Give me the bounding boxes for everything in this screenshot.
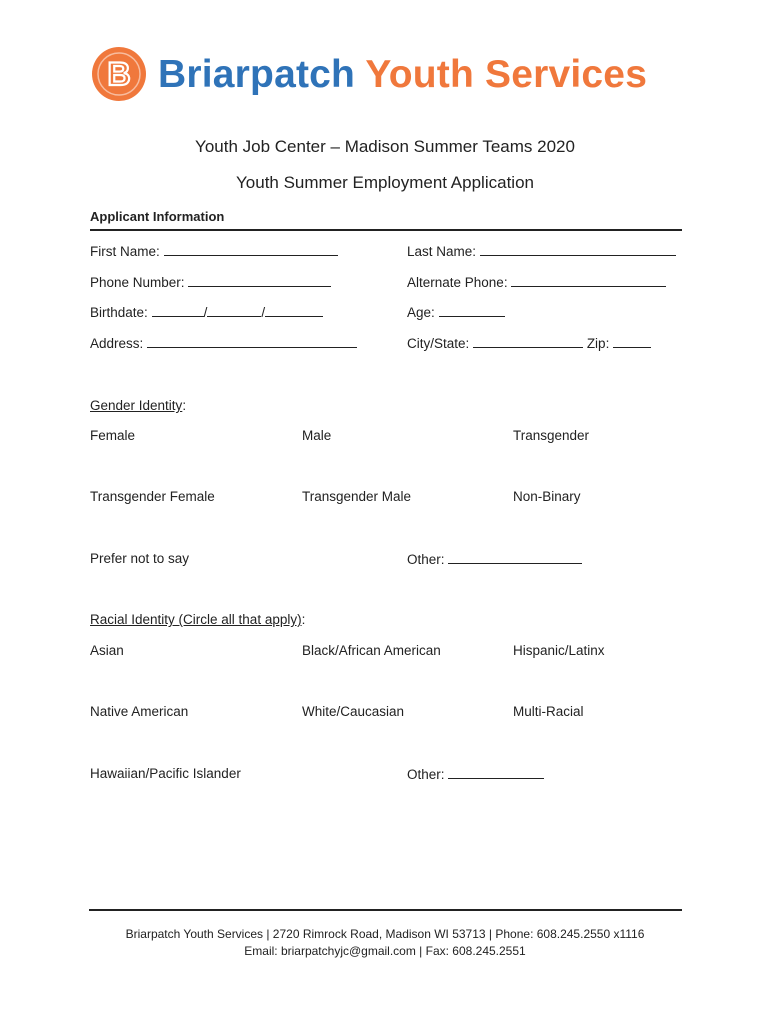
footer-address: Briarpatch Youth Services | 2720 Rimrock Road, Madison WI 53713 | Phone: 608.245.2550 x1116 bbox=[125, 927, 645, 941]
birth-sep-2: / bbox=[261, 305, 266, 320]
birth-year-blank[interactable] bbox=[265, 303, 323, 317]
gender-other-field bbox=[407, 550, 582, 569]
phone-blank[interactable] bbox=[188, 273, 331, 287]
phone-label: Phone Number: bbox=[90, 275, 185, 290]
race-option-hispanic[interactable]: Hispanic/Latinx bbox=[513, 643, 605, 658]
footer-contact: Email: briarpatchyjc@gmail.com | Fax: 608.245.2551 bbox=[244, 944, 526, 958]
address-field bbox=[90, 334, 357, 353]
race-option-asian[interactable]: Asian bbox=[90, 643, 124, 658]
section-divider bbox=[90, 229, 682, 231]
race-option-multi-racial[interactable]: Multi-Racial bbox=[513, 704, 584, 719]
section-applicant-label: Applicant Information bbox=[90, 209, 225, 224]
svg-text:B: B bbox=[107, 56, 131, 92]
age-field bbox=[407, 303, 505, 322]
first-name-label: First Name: bbox=[90, 244, 160, 259]
brand-part1: Briarpatch bbox=[158, 53, 356, 96]
brand-part2: Youth Services bbox=[365, 53, 648, 96]
race-heading-colon: : bbox=[301, 612, 306, 627]
address-blank[interactable] bbox=[147, 334, 357, 348]
alt-phone-label: Alternate Phone: bbox=[407, 275, 508, 290]
last-name-label: Last Name: bbox=[407, 244, 477, 259]
last-name-blank[interactable] bbox=[480, 242, 676, 256]
birth-sep-1: / bbox=[203, 305, 208, 320]
gender-option-female[interactable]: Female bbox=[90, 428, 136, 443]
city-state-field bbox=[407, 334, 651, 353]
gender-option-non-binary[interactable]: Non-Binary bbox=[513, 489, 581, 504]
zip-label: Zip: bbox=[586, 336, 610, 351]
race-option-hawaiian[interactable]: Hawaiian/Pacific Islander bbox=[90, 766, 241, 781]
birthdate-field bbox=[90, 303, 323, 322]
race-option-native-american[interactable]: Native American bbox=[90, 704, 189, 719]
age-label: Age: bbox=[407, 305, 435, 320]
first-name-field bbox=[90, 242, 338, 261]
city-state-blank[interactable] bbox=[473, 334, 583, 348]
form-title: Youth Job Center – Madison Summer Teams 2020 bbox=[195, 137, 575, 156]
city-state-label: City/State: bbox=[407, 336, 470, 351]
gender-heading bbox=[90, 397, 186, 415]
phone-field bbox=[90, 273, 331, 292]
birth-month-blank[interactable] bbox=[152, 303, 204, 317]
gender-heading-colon: : bbox=[182, 398, 187, 413]
logo-mark bbox=[92, 47, 146, 101]
gender-option-transgender-male[interactable]: Transgender Male bbox=[302, 489, 412, 504]
race-other-blank[interactable] bbox=[448, 765, 544, 779]
form-subtitle: Youth Summer Employment Application bbox=[236, 173, 534, 192]
age-blank[interactable] bbox=[439, 303, 505, 317]
alt-phone-blank[interactable] bbox=[511, 273, 666, 287]
brand-name bbox=[158, 52, 647, 98]
gender-option-male[interactable]: Male bbox=[302, 428, 332, 443]
logo-b-icon bbox=[92, 47, 146, 101]
alt-phone-field bbox=[407, 273, 666, 292]
address-label: Address: bbox=[90, 336, 144, 351]
race-other-field bbox=[407, 765, 544, 784]
birth-day-blank[interactable] bbox=[207, 303, 261, 317]
last-name-field bbox=[407, 242, 676, 261]
footer-divider bbox=[89, 909, 682, 911]
zip-blank[interactable] bbox=[613, 334, 651, 348]
first-name-blank[interactable] bbox=[164, 242, 338, 256]
gender-heading-label: Gender Identity bbox=[90, 398, 183, 413]
gender-other-label: Other: bbox=[407, 552, 445, 567]
race-heading-label: Racial Identity (Circle all that apply) bbox=[90, 612, 302, 627]
gender-option-transgender-female[interactable]: Transgender Female bbox=[90, 489, 215, 504]
race-option-white[interactable]: White/Caucasian bbox=[302, 704, 405, 719]
race-heading bbox=[90, 611, 305, 629]
gender-option-prefer-not[interactable]: Prefer not to say bbox=[90, 551, 190, 566]
gender-option-transgender[interactable]: Transgender bbox=[513, 428, 590, 443]
race-other-label: Other: bbox=[407, 767, 445, 782]
race-option-black[interactable]: Black/African American bbox=[302, 643, 441, 658]
birthdate-label: Birthdate: bbox=[90, 305, 148, 320]
gender-other-blank[interactable] bbox=[448, 550, 582, 564]
